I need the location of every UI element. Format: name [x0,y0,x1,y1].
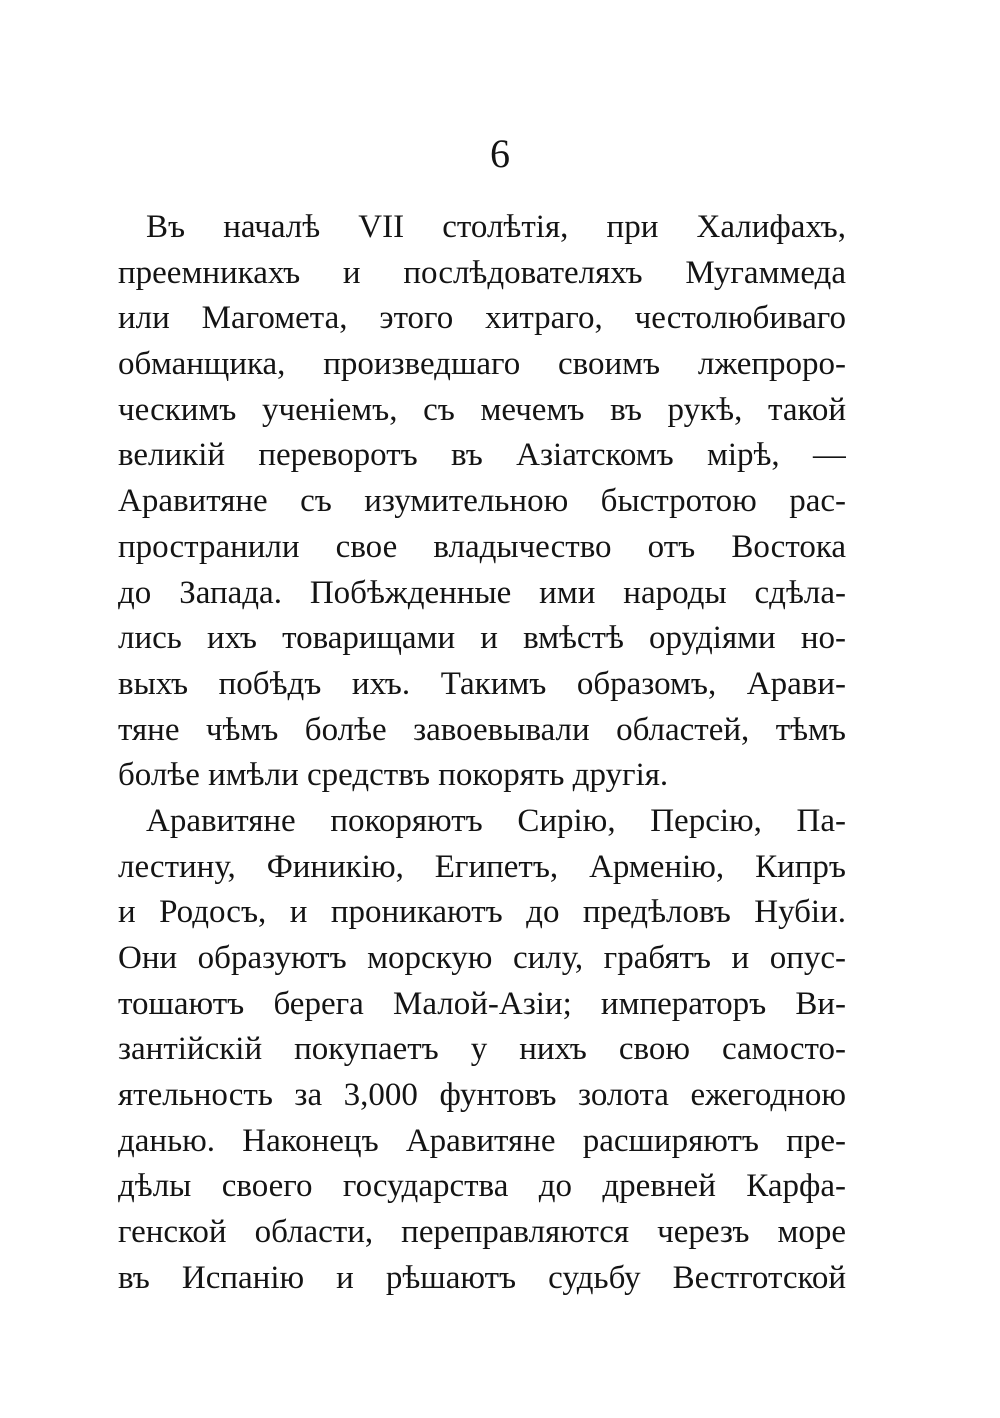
text-line: данью. Наконецъ Аравитяне расширяютъ пре- [118,1122,846,1159]
text-line: лись ихъ товарищами и вмѣстѣ орудіями но- [118,620,846,657]
text-line: и Родосъ, и проникаютъ до предѣловъ Нубіи. [118,894,846,931]
text-line: тяне чѣмъ болѣе завоевывали областей, тѣмъ [118,711,846,748]
text-line: зантійскій покупаетъ у нихъ свою самосто- [118,1031,846,1068]
text-line: или Магомета, этого хитраго, честолюбиваго [118,300,846,337]
text-line: обманщика, произведшаго своимъ лжепроро- [118,346,846,383]
text-line: тошаютъ берега Малой-Азіи; императоръ Ви- [118,985,846,1022]
text-line: пространили свое владычество отъ Востока [118,528,846,565]
text-line: Аравитяне съ изумительною быстротою рас- [118,483,846,520]
text-line: лестину, Финикію, Египетъ, Арменію, Кипръ [118,848,846,885]
text-line: до Запада. Побѣжденные ими народы сдѣла- [118,574,846,611]
text-line: въ Испанію и рѣшаютъ судьбу Вестготской [118,1259,846,1296]
text-line: дѣлы своего государства до древней Карфа- [118,1168,846,1205]
text-line: выхъ побѣдъ ихъ. Такимъ образомъ, Арави- [118,665,846,702]
paragraph-1 [118,205,846,799]
text-line: болѣе имѣли средствъ покорять другія. [118,757,669,794]
text-line: преемникахъ и послѣдователяхъ Мугаммеда [118,254,846,291]
page-number: 6 [490,131,510,176]
text-line: ческимъ ученіемъ, съ мечемъ въ рукѣ, такой [118,391,846,428]
text-line: великій переворотъ въ Азіатскомъ мірѣ, — [118,437,846,474]
text-line: Въ началѣ VII столѣтія, при Халифахъ, [146,209,846,245]
text-line: Они образуютъ морскую силу, грабятъ и опус- [118,940,846,976]
body-text [118,205,846,1302]
text-line: Аравитяне покоряютъ Сирію, Персію, Па- [146,802,846,839]
text-line: генской области, переправляются черезъ море [118,1214,846,1251]
text-line: ятельность за 3,000 фунтовъ золота ежегодною [118,1077,846,1114]
paragraph-2 [118,799,846,1302]
